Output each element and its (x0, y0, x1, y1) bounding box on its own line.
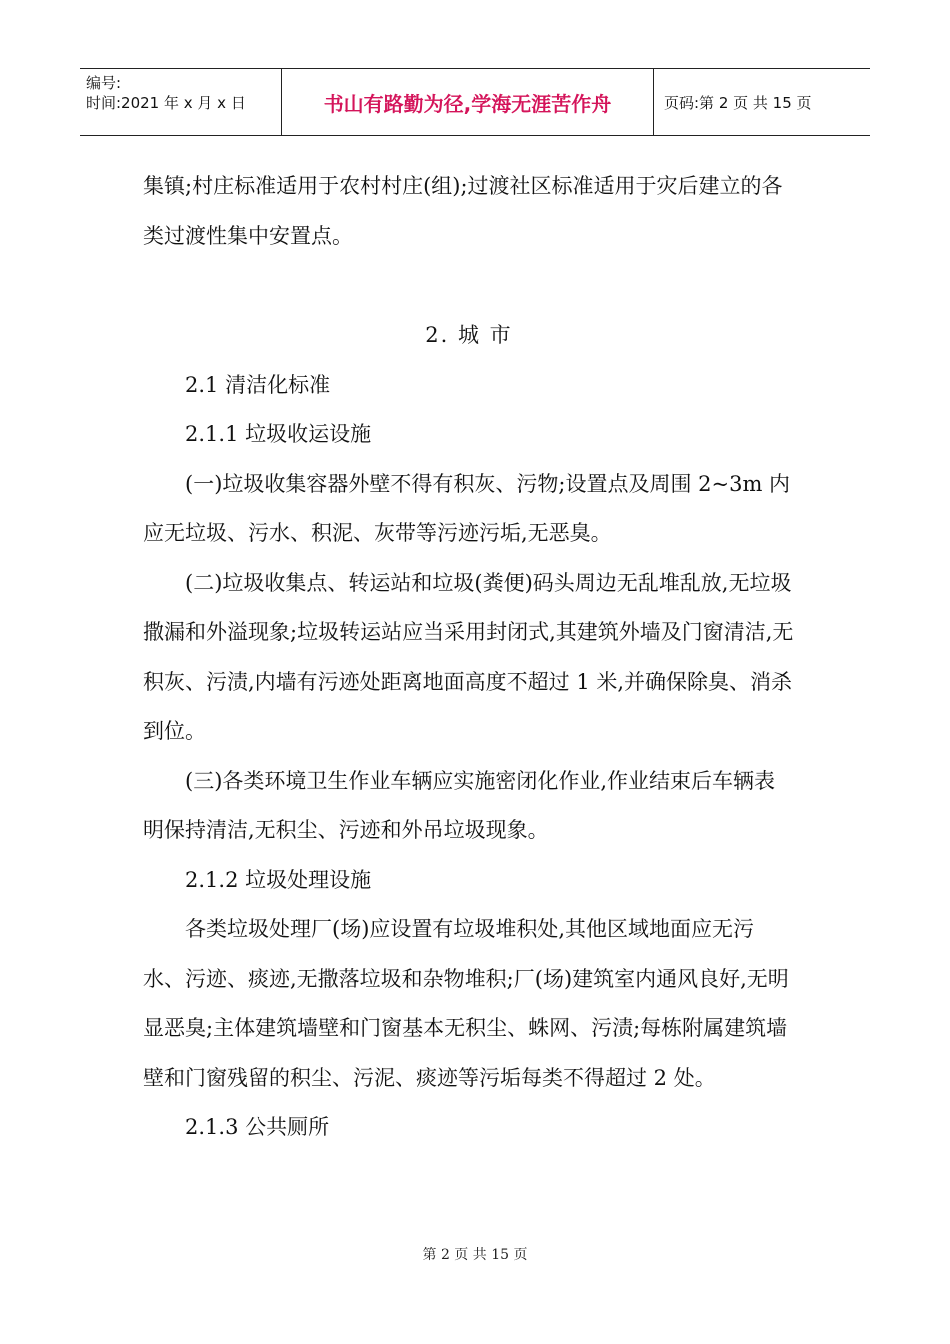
document-time-label: 时间:2021 年 x 月 x 日 (86, 94, 246, 112)
header-meta (80, 69, 282, 135)
document-number-label: 编号: (86, 74, 122, 92)
paragraph-item-2: (二)垃圾收集点、转运站和垃圾(粪便)码头周边无乱堆乱放,无垃圾撒漏和外溢现象;垃圾转运站应当采用封闭式,其建筑外墙及门窗清洁,无积灰、污渍,内墙有污迹处距离地面高度不超过 1 米,并确保除臭、消杀到位。 (143, 570, 794, 743)
page-footer: 第 2 页 共 15 页 (422, 1247, 528, 1263)
paragraph-continued: 集镇;村庄标准适用于农村村庄(组);过渡社区标准适用于灾后建立的各类过渡性集中安置点。 (143, 174, 783, 248)
paragraph-item-3: (三)各类环境卫生作业车辆应实施密闭化作业,作业结束后车辆表明保持清洁,无积尘、污迹和外吊垃圾现象。 (143, 768, 776, 842)
paragraph-item-1: (一)垃圾收集容器外壁不得有积灰、污物;设置点及周围 2~3m 内应无垃圾、污水、积泥、灰带等污迹污垢,无恶臭。 (143, 471, 791, 545)
header-motto: 书山有路勤为径,学海无涯苦作舟 (282, 69, 654, 135)
heading-2-1: 2.1 清洁化标准 (185, 372, 331, 397)
page-header (80, 68, 870, 136)
heading-2-1-1: 2.1.1 垃圾收运设施 (185, 422, 372, 446)
heading-2-1-2: 2.1.2 垃圾处理设施 (185, 867, 372, 892)
heading-2-1-3: 2.1.3 公共厕所 (185, 1115, 330, 1139)
section-title: 2. 城 市 (425, 323, 513, 347)
header-page-info: 页码:第 2 页 共 15 页 (664, 93, 812, 112)
paragraph-treatment: 各类垃圾处理厂(场)应设置有垃圾堆积处,其他区域地面应无污水、污迹、痰迹,无撒落垃圾和杂物堆积;厂(场)建筑室内通风良好,无明显恶臭;主体建筑墙壁和门窗基本无积尘、蛛网、污渍;每栋附属建筑墙壁和门窗残留的积尘、污泥、痰迹等污垢每类不得超过 2 处。 (143, 917, 789, 1090)
spacer (143, 261, 795, 311)
document-body (143, 162, 795, 1153)
